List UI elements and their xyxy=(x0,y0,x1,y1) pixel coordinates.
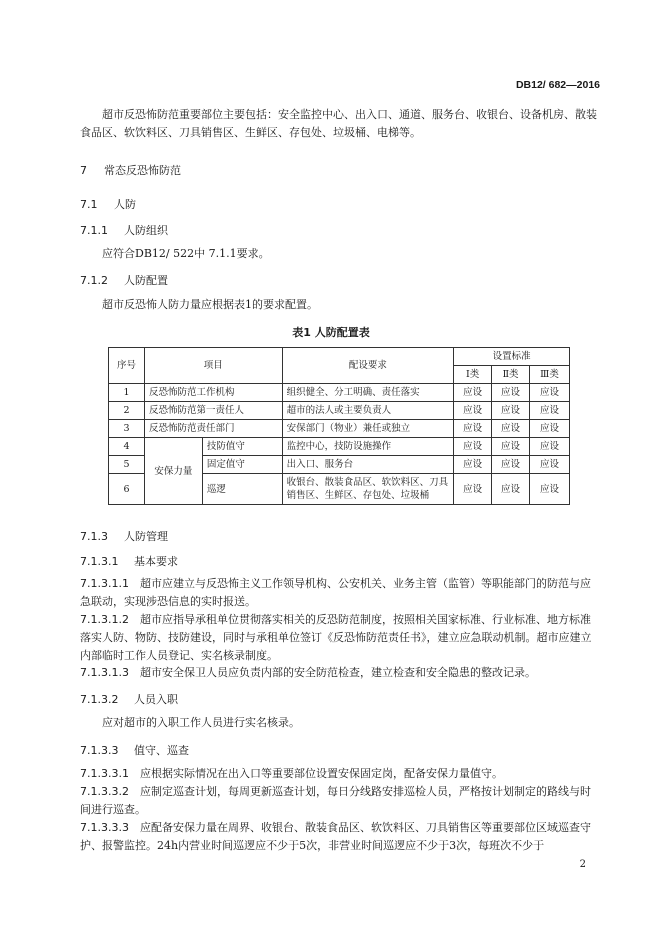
table-row xyxy=(109,402,570,420)
section-7-1-3-2-body: 应对超市的入职工作人员进行实名核录。 xyxy=(102,716,300,729)
row-class-1: 应设 xyxy=(454,456,492,474)
row-class-2: 应设 xyxy=(492,402,530,420)
clause-7-1-3-1-1 xyxy=(80,575,600,611)
table-row xyxy=(109,438,570,456)
row-seq: 2 xyxy=(109,402,145,420)
row-class-1: 应设 xyxy=(454,474,492,505)
clause-number: 7.1.3.3.3 xyxy=(80,821,129,834)
row-item: 反恐怖防范责任部门 xyxy=(144,420,282,438)
group-label: 安保力量 xyxy=(144,438,202,505)
staffing-table xyxy=(108,347,570,505)
row-seq: 4 xyxy=(109,438,145,456)
row-class-2: 应设 xyxy=(492,420,530,438)
row-requirement: 出入口、服务台 xyxy=(282,456,454,474)
header-class-2: Ⅱ类 xyxy=(492,366,530,384)
section-number: 7.1.3.2 xyxy=(80,693,119,706)
row-class-1: 应设 xyxy=(454,384,492,402)
clause-text: 应制定巡查计划，每周更新巡查计划，每日分线路安排巡检人员，严格按计划制定的路线与时间进行巡查。 xyxy=(80,785,591,816)
row-class-2: 应设 xyxy=(492,474,530,505)
section-number: 7 xyxy=(80,164,87,177)
clause-7-1-3-1-3 xyxy=(80,664,600,682)
section-7-1-heading xyxy=(80,196,136,212)
header-seq: 序号 xyxy=(109,348,145,384)
section-number: 7.1.2 xyxy=(80,274,108,287)
section-title: 基本要求 xyxy=(134,555,178,568)
header-class-3: Ⅲ类 xyxy=(530,366,570,384)
row-class-2: 应设 xyxy=(492,438,530,456)
row-seq: 3 xyxy=(109,420,145,438)
section-7-1-2-heading xyxy=(80,272,168,288)
section-7-heading xyxy=(80,162,181,178)
section-7-1-1-body: 应符合DB12/ 522中 7.1.1要求。 xyxy=(102,247,270,260)
clause-number: 7.1.3.3.2 xyxy=(80,785,129,798)
row-class-2: 应设 xyxy=(492,456,530,474)
clause-number: 7.1.3.3.1 xyxy=(80,767,129,780)
section-7-1-1-heading xyxy=(80,222,168,238)
section-7-1-3-heading xyxy=(80,528,168,544)
row-class-3: 应设 xyxy=(530,456,570,474)
section-number: 7.1 xyxy=(80,198,98,211)
section-title: 值守、巡查 xyxy=(134,744,189,757)
clause-number: 7.1.3.1.2 xyxy=(80,613,129,626)
row-item: 反恐怖防范工作机构 xyxy=(144,384,282,402)
row-requirement: 超市的法人或主要负责人 xyxy=(282,402,454,420)
clause-text: 超市应指导承租单位贯彻落实相关的反恐防范制度，按照相关国家标准、行业标准、地方标准落实人防、物防、技防建设，同时与承租单位签订《反恐怖防范责任书》，建立应急联动机制。超市应建立内部临时工作人员登记、实名核录制度。 xyxy=(80,613,592,662)
clause-7-1-3-3-1 xyxy=(80,765,600,783)
row-requirement: 监控中心，技防设施操作 xyxy=(282,438,454,456)
table-row xyxy=(109,420,570,438)
row-class-3: 应设 xyxy=(530,384,570,402)
page-number: 2 xyxy=(579,859,586,870)
section-7-1-3-2-heading xyxy=(80,691,178,707)
row-item: 技防值守 xyxy=(202,438,282,456)
row-class-2: 应设 xyxy=(492,384,530,402)
row-item: 固定值守 xyxy=(202,456,282,474)
clause-number: 7.1.3.1.1 xyxy=(80,577,129,590)
section-7-1-3-1-heading xyxy=(80,553,178,569)
section-number: 7.1.3 xyxy=(80,530,108,543)
table-row xyxy=(109,384,570,402)
row-class-1: 应设 xyxy=(454,402,492,420)
section-number: 7.1.3.1 xyxy=(80,555,119,568)
clause-7-1-3-3-3 xyxy=(80,819,600,855)
row-seq: 5 xyxy=(109,456,145,474)
header-item: 项目 xyxy=(144,348,282,384)
section-title: 常态反恐怖防范 xyxy=(104,164,181,177)
row-class-3: 应设 xyxy=(530,402,570,420)
row-item: 反恐怖防范第一责任人 xyxy=(144,402,282,420)
section-title: 人防组织 xyxy=(124,224,168,237)
row-requirement: 收银台、散装食品区、软饮料区、刀具销售区、生鲜区、存包处、垃圾桶 xyxy=(282,474,454,505)
row-requirement: 组织健全、分工明确、责任落实 xyxy=(282,384,454,402)
section-number: 7.1.1 xyxy=(80,224,108,237)
clause-text: 应配备安保力量在周界、收银台、散装食品区、软饮料区、刀具销售区等重要部位区域巡查守护、报警监控。24h内营业时间巡逻应不少于5次，非营业时间巡逻应不少于3次，每班次不少于 xyxy=(80,821,591,852)
header-standard: 设置标准 xyxy=(454,348,570,366)
document-code: DB12/ 682—2016 xyxy=(515,79,600,91)
section-title: 人员入职 xyxy=(134,693,178,706)
section-number: 7.1.3.3 xyxy=(80,744,119,757)
table-header-row xyxy=(109,348,570,366)
row-class-1: 应设 xyxy=(454,420,492,438)
section-title: 人防配置 xyxy=(124,274,168,287)
section-7-1-3-3-heading xyxy=(80,742,189,758)
section-title: 人防 xyxy=(114,198,136,211)
clause-7-1-3-3-2 xyxy=(80,783,600,819)
row-item: 巡逻 xyxy=(202,474,282,505)
clause-text: 超市安全保卫人员应负责内部的安全防范检查，建立检查和安全隐患的整改记录。 xyxy=(139,666,536,679)
clause-text: 超市应建立与反恐怖主义工作领导机构、公安机关、业务主管（监管）等职能部门的防范与应急联动，实现涉恐信息的实时报送。 xyxy=(80,577,591,608)
table-caption: 表1 人防配置表 xyxy=(292,326,370,339)
intro-paragraph: 超市反恐怖防范重要部位主要包括：安全监控中心、出入口、通道、服务台、收银台、设备机房、散装食品区、软饮料区、刀具销售区、生鲜区、存包处、垃圾桶、电梯等。 xyxy=(80,108,597,139)
row-class-3: 应设 xyxy=(530,438,570,456)
section-title: 人防管理 xyxy=(124,530,168,543)
clause-7-1-3-1-2 xyxy=(80,611,600,665)
clause-number: 7.1.3.1.3 xyxy=(80,666,129,679)
row-requirement: 安保部门（物业）兼任或独立 xyxy=(282,420,454,438)
section-7-1-2-body: 超市反恐怖人防力量应根据表1的要求配置。 xyxy=(102,298,318,311)
clause-text: 应根据实际情况在出入口等重要部位设置安保固定岗，配备安保力量值守。 xyxy=(139,767,503,780)
row-class-3: 应设 xyxy=(530,420,570,438)
row-class-1: 应设 xyxy=(454,438,492,456)
row-seq: 1 xyxy=(109,384,145,402)
row-class-3: 应设 xyxy=(530,474,570,505)
row-seq: 6 xyxy=(109,474,145,505)
header-requirement: 配设要求 xyxy=(282,348,454,384)
header-class-1: Ⅰ类 xyxy=(454,366,492,384)
